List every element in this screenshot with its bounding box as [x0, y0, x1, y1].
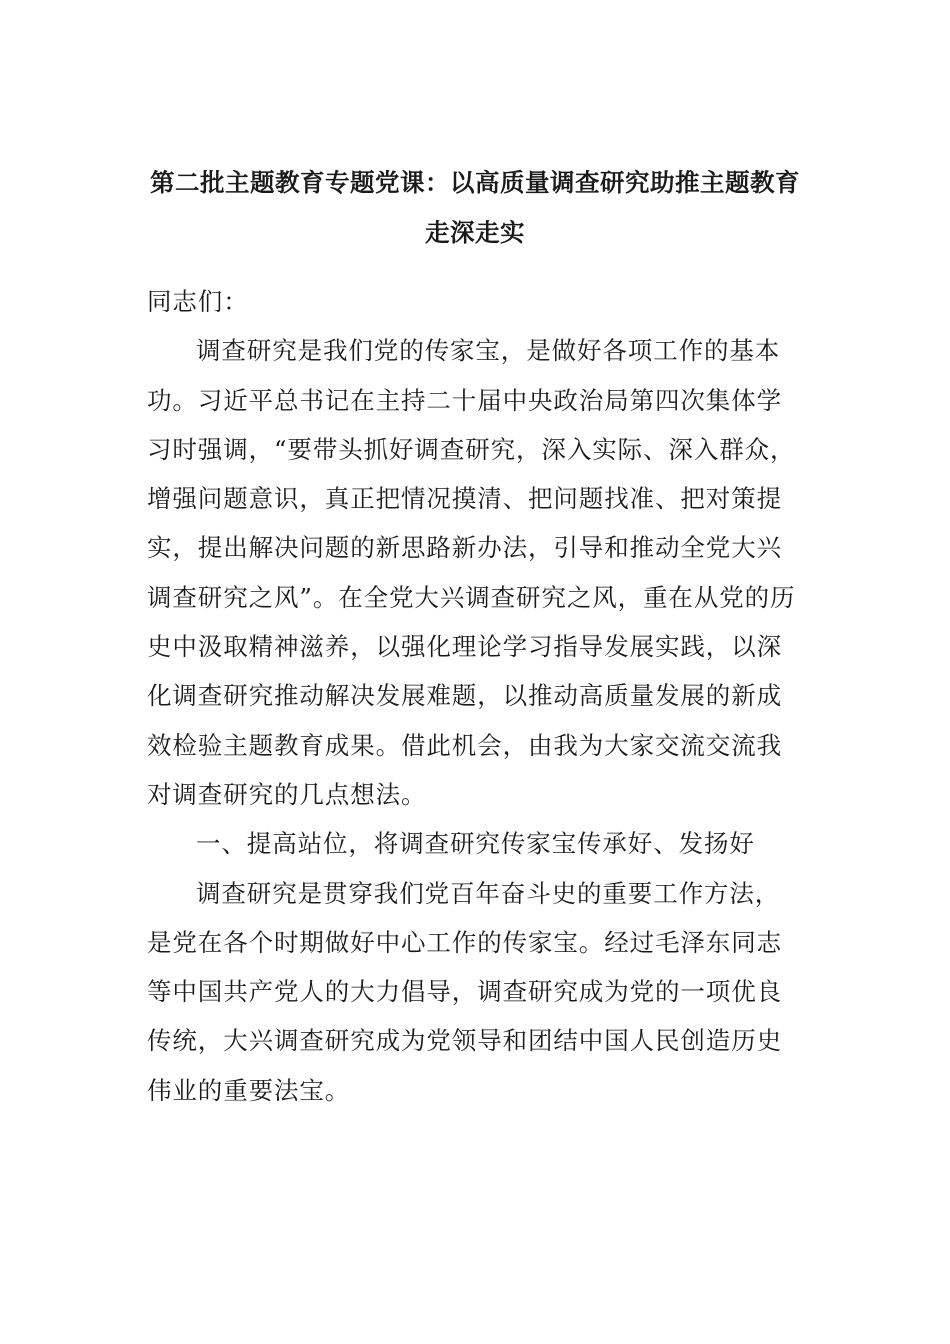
- document-body: [147, 277, 797, 1115]
- section-heading-1: 一、提高站位，将调查研究传家宝传承好、发扬好: [196, 829, 755, 859]
- document-title: 第二批主题教育专题党课：以高质量调查研究助推主题教育走深走实: [150, 168, 800, 247]
- paragraph-section-1: 调查研究是贯穿我们党百年奋斗史的重要工作方法，是党在各个时期做好中心工作的传家宝。经过毛泽东同志等中国共产党人的大力倡导，调查研究成为党的一项优良传统，大兴调查研究成为党领导和团结中国人民创造历史伟业的重要法宝。: [147, 878, 782, 1105]
- salutation: 同志们：: [147, 287, 249, 316]
- paragraph-intro: 调查研究是我们党的传家宝，是做好各项工作的基本功。习近平总书记在主持二十届中央政治局第四次集体学习时强调，“要带头抓好调查研究，深入实际、深入群众，增强问题意识，真正把情况摸清、把问题找准、把对策提实，提出解决问题的新思路新办法，引导和推动全党大兴调查研究之风”。在全党大兴调查研究之风，重在从党的历史中汲取精神滋养，以强化理论学习指导发展实践，以深化调查研究推动解决发展难题，以推动高质量发展的新成效检验主题教育成果。借此机会，由我为大家交流交流我对调查研究的几点想法。: [147, 336, 796, 809]
